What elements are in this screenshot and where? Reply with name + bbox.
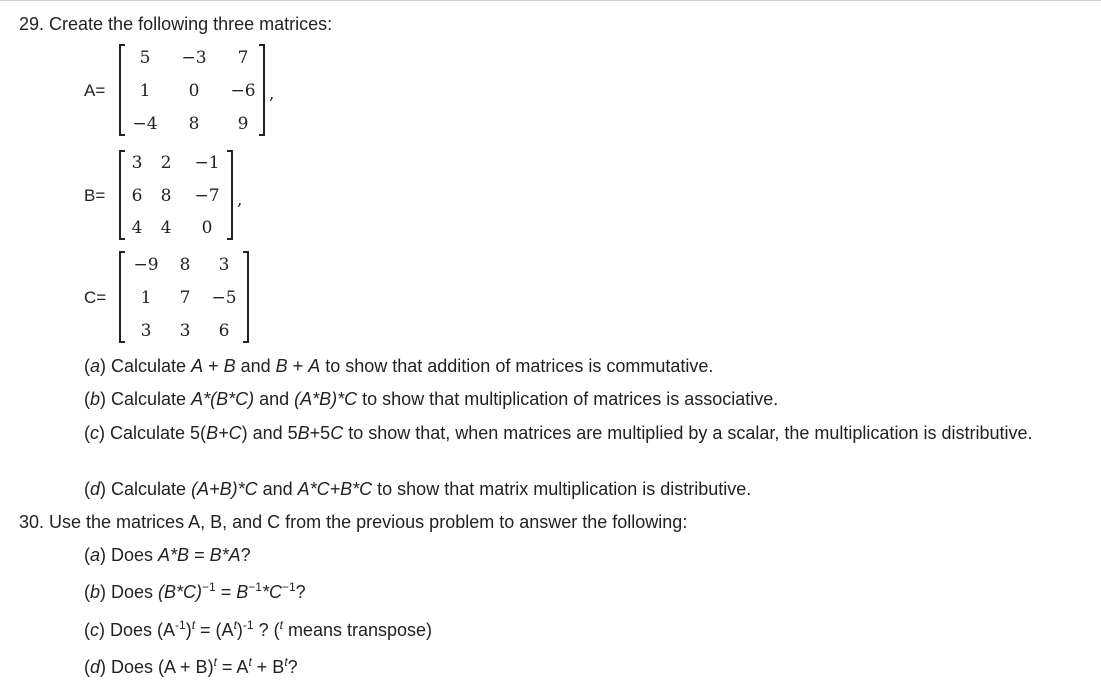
matrix-a-cell: −4 (132, 114, 158, 134)
matrix-c-cell: 1 (140, 288, 152, 308)
matrix-c-cell: 8 (179, 255, 191, 275)
matrix-c-left-bracket (119, 251, 125, 343)
matrix-b-cell: 6 (131, 186, 143, 206)
matrix-c-right-bracket (243, 251, 249, 343)
matrix-b-left-bracket (119, 150, 125, 240)
problem-29-part-c: (c) Calculate 5(B+C) and 5B+5C to show that, when matrices are multiplied by a scalar, the multiplication is distributive. (84, 423, 1033, 443)
matrix-c-cell: 3 (179, 321, 191, 341)
matrix-c-cell: 6 (218, 321, 230, 341)
matrix-a (119, 44, 265, 136)
matrix-a-cell: 9 (237, 114, 249, 134)
problem-29-part-d: (d) Calculate (A+B)*C and A*C+B*C to show that matrix multiplication is distributive. (84, 479, 752, 499)
matrix-a-label: A= (84, 81, 106, 100)
problem-30-part-d: (d) Does $(A + B)^t = A^t + B^t$? (84, 655, 298, 677)
problem-30-part-a: (a) Does A*B = B*A? (84, 545, 251, 565)
matrix-c-cell: 3 (140, 321, 152, 341)
matrix-a-cell: −3 (181, 48, 207, 68)
matrix-a-cell: 1 (139, 81, 151, 101)
matrix-a-cell: 5 (139, 48, 151, 68)
matrix-a-right-bracket (259, 44, 265, 136)
matrix-b-comma: , (237, 190, 243, 210)
matrix-c-cell: 7 (179, 288, 191, 308)
matrix-b-cell: 8 (160, 186, 172, 206)
matrix-b-right-bracket (227, 150, 233, 240)
top-divider (0, 0, 1101, 1)
problem-30-part-c: (c) Does $(A^{-1})^t = (A^t)^{-1}$ ? ($^t$ means transpose) (84, 618, 433, 640)
problem-29-title: 29. Create the following three matrices: (19, 14, 333, 34)
matrix-b-cell: 4 (131, 218, 143, 238)
matrix-a-left-bracket (119, 44, 125, 136)
matrix-c-cell: −9 (133, 255, 159, 275)
matrix-a-cell: −6 (230, 81, 256, 101)
matrix-b-cell: 4 (160, 218, 172, 238)
matrix-b-cell: 0 (201, 218, 213, 238)
matrix-a-cell: 7 (237, 48, 249, 68)
matrix-b-cell: 2 (160, 153, 172, 173)
matrix-c (119, 251, 249, 343)
matrix-c-cell: 3 (218, 255, 230, 275)
problem-29-part-b: (b) Calculate A*(B*C) and (A*B)*C to show that multiplication of matrices is associative. (84, 389, 779, 409)
matrix-a-cell: 8 (188, 114, 200, 134)
matrix-a-cell: 0 (188, 81, 200, 101)
matrix-c-label: C= (84, 288, 107, 307)
matrix-b-cell: −7 (194, 186, 220, 206)
problem-29-part-a: (a) Calculate A + B and B + A to show that addition of matrices is commutative. (84, 356, 714, 376)
matrix-a-comma: , (269, 84, 275, 104)
problem-30-title: 30. Use the matrices A, B, and C from the previous problem to answer the following: (19, 512, 688, 532)
matrix-b (119, 150, 233, 240)
problem-30-part-b: (b) Does $(B*C)^{-1} = B^{-1}*C^{-1}$? (84, 580, 306, 602)
matrix-b-cell: −1 (194, 153, 220, 173)
matrix-b-label: B= (84, 186, 106, 205)
matrix-c-cell: −5 (211, 288, 237, 308)
matrix-b-cell: 3 (131, 153, 143, 173)
